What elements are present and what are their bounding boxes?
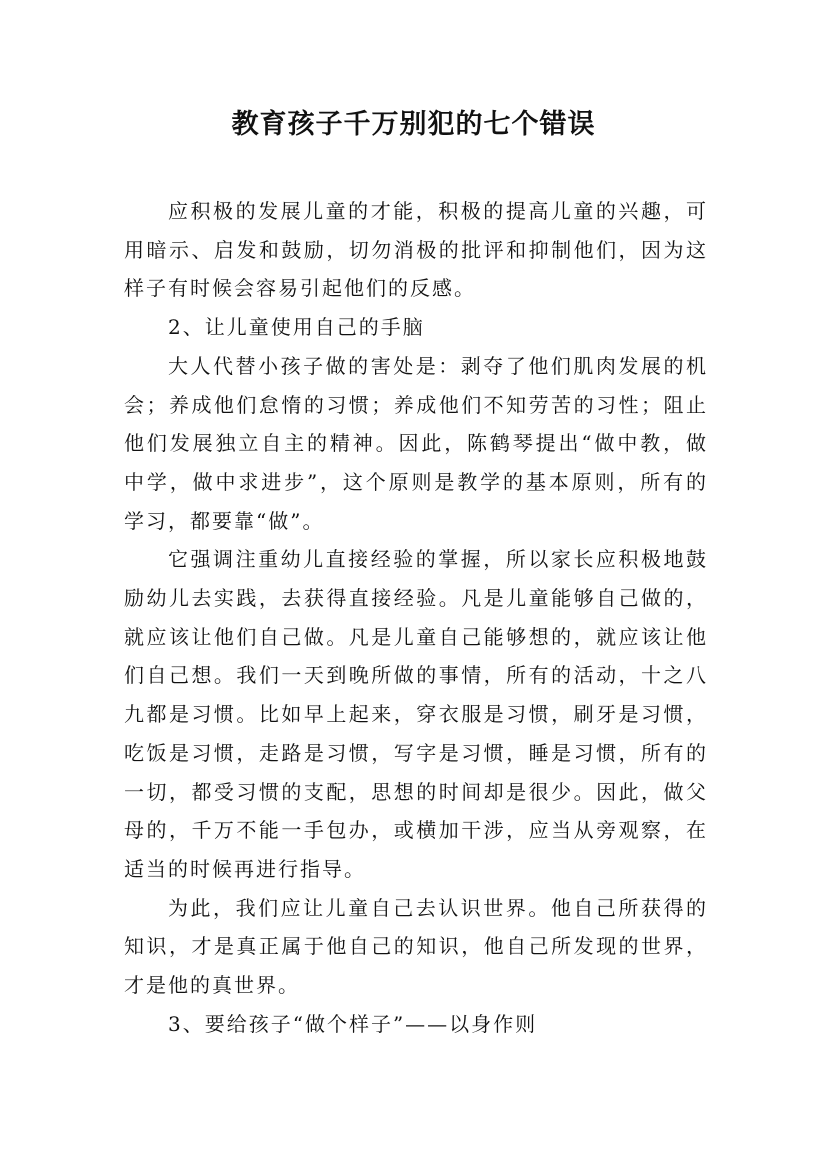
section-heading-3: 3、要给孩子“做个样子”——以身作则 bbox=[168, 1011, 538, 1036]
paragraph-intro: 应积极的发展儿童的才能，积极的提高儿童的兴趣，可用暗示、启发和鼓励，切勿消极的批评和抑制他们，因为这样子有时候会容易引起他们的反感。 bbox=[124, 199, 708, 301]
paragraph-experience: 它强调注重幼儿直接经验的掌握，所以家长应积极地鼓励幼儿去实践，去获得直接经验。凡是儿童能够自己做的，就应该让他们自己做。凡是儿童自己能够想的，就应该让他们自己想。我们一天到晚所做的事情，所有的活动，十之八九都是习惯。比如早上起来，穿衣服是习惯，刷牙是习惯，吃饭是习惯，走路是习惯，写字是习惯，睡是习惯，所有的一切，都受习惯的支配，思想的时间却是很少。因此，做父母的，千万不能一手包办，或横加干涉，应当从旁观察，在适当的时候再进行指导。 bbox=[124, 547, 708, 881]
document-title: 教育孩子千万别犯的七个错误 bbox=[231, 109, 596, 140]
document-body bbox=[124, 192, 708, 1043]
paragraph-harm: 大人代替小孩子做的害处是：剥夺了他们肌肉发展的机会；养成他们怠惰的习惯；养成他们不知劳苦的习性；阻止他们发展独立自主的精神。因此，陈鹤琴提出“做中教，做中学，做中求进步”，这个原则是教学的基本原则，所有的学习，都要靠“做”。 bbox=[124, 353, 708, 533]
section-heading-2: 2、让儿童使用自己的手脑 bbox=[168, 315, 425, 340]
paragraph-world: 为此，我们应让儿童自己去认识世界。他自己所获得的知识，才是真正属于他自己的知识，他自己所发现的世界，才是他的真世界。 bbox=[124, 895, 708, 998]
